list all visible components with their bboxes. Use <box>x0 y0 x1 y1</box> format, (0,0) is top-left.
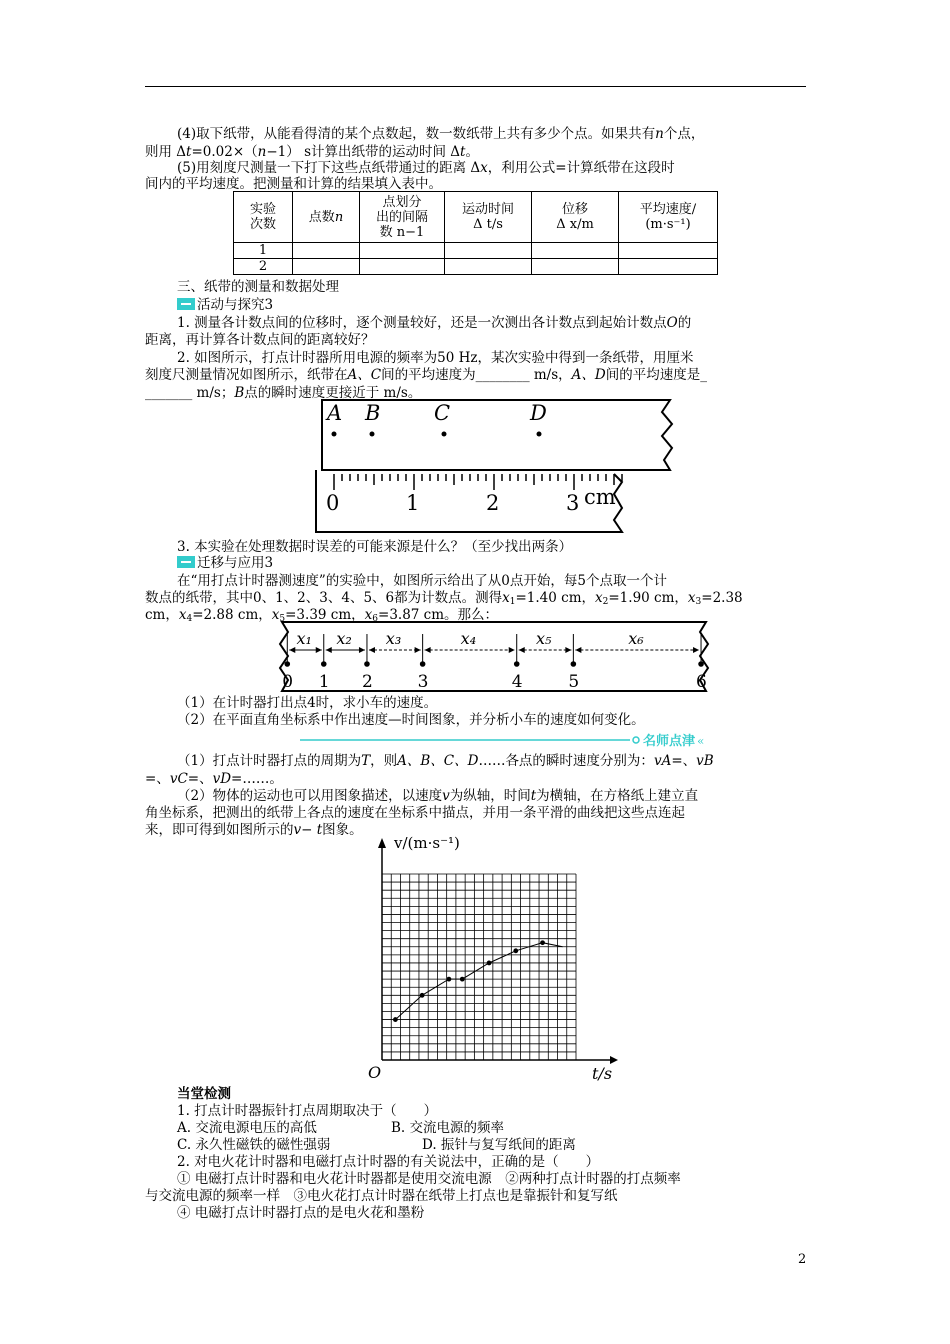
x-axis-label: t/s <box>592 1064 613 1082</box>
data-point <box>487 961 492 966</box>
arrow-left-icon <box>425 647 431 653</box>
row-index: 1 <box>234 243 293 259</box>
check-q2-option-line2: 与交流电源的频率一样 ③电火花打点计时器在纸带上打点也是靠振针和复写纸 <box>145 1188 618 1204</box>
segment-label: x₂ <box>336 629 352 648</box>
table-row <box>234 259 718 275</box>
arrow-left-icon <box>575 647 581 653</box>
cell <box>445 259 532 275</box>
tape-dot <box>514 661 520 667</box>
point-B-label: B <box>365 401 381 425</box>
check-title: 当堂检测 <box>177 1086 231 1102</box>
arrow-left-icon <box>326 647 332 653</box>
point-label: 2 <box>361 672 373 692</box>
check-q1-option-d: D. 振针与复写纸间的距离 <box>422 1137 576 1153</box>
step4-line2: 则用 Δt=0.02×（n−1） s计算出纸带的运动时间 Δt。 <box>145 144 479 160</box>
segment-label: x₅ <box>536 629 552 648</box>
cell <box>532 259 619 275</box>
cell <box>619 259 718 275</box>
origin-label: O <box>368 1063 382 1082</box>
segment-label: x₆ <box>628 629 644 648</box>
cell <box>619 243 718 259</box>
tape-dot <box>284 661 290 667</box>
page-number: 2 <box>798 1252 807 1267</box>
y-axis-label: v/(m·s⁻¹) <box>394 834 460 852</box>
data-point <box>513 948 518 953</box>
act-q2-line2: 刻度尺测量情况如图所示，纸带在A、C间的平均速度为________ m/s，A、D间的平均速度是_ <box>145 367 707 383</box>
arrow-right-icon <box>693 647 699 653</box>
check-q2: 2. 对电火花计时器和电磁打点计时器的有关说法中，正确的是（ ） <box>177 1154 600 1170</box>
x-axis-arrow-icon <box>610 1056 618 1064</box>
cell <box>360 243 445 259</box>
step4-line1: (4)取下纸带，从能看得清的某个点数起，数一数纸带上共有多少个点。如果共有n个点， <box>177 126 705 142</box>
th-intervals: 点划分 出的间隔 数 n−1 <box>360 192 445 243</box>
ruler-ticks <box>334 474 622 490</box>
arrow-icon <box>177 556 195 568</box>
point-C-dot <box>442 432 447 437</box>
tape-dot <box>364 661 370 667</box>
transfer-q1: （1）在计时器打出点4时，求小车的速度。 <box>177 695 438 711</box>
tape-dot <box>420 661 426 667</box>
tips-label: 名师点津 <box>643 734 696 749</box>
check-q1-option-b: B. 交流电源的频率 <box>391 1120 505 1136</box>
section-3-heading: 三、纸带的测量和数据处理 <box>177 279 339 295</box>
point-D-label: D <box>530 401 547 425</box>
tape-figure <box>270 620 718 694</box>
th-points: 点数n <box>293 192 360 243</box>
data-point <box>446 977 451 982</box>
arrow-right-icon <box>415 647 421 653</box>
arrow-left-icon <box>519 647 525 653</box>
tips-line4: 角坐标系，把测出的纸带上各点的速度在坐标系中描点，并用一条平滑的曲线把这些点连起 <box>145 805 685 821</box>
cell <box>360 259 445 275</box>
tape-dot <box>321 661 327 667</box>
cell <box>293 259 360 275</box>
y-axis-arrow-icon <box>378 838 386 848</box>
point-A-label: A <box>327 401 343 425</box>
tape-dot <box>698 661 704 667</box>
th-trial: 实验 次数 <box>234 192 293 243</box>
point-label: 4 <box>511 672 523 692</box>
vt-points <box>393 940 545 1022</box>
tips-line3: （2）物体的运动也可以用图象描述，以速度v为纵轴，时间t为横轴，在方格纸上建立直 <box>177 788 699 804</box>
point-label: 5 <box>568 672 580 692</box>
transfer-q2: （2）在平面直角坐标系中作出速度—时间图象，并分析小车的速度如何变化。 <box>177 712 645 728</box>
transfer-line3: cm，$x_4=2.88$ cm，$x_5=3.39$ cm，$x_6=3.87$ cm。那么： <box>145 607 499 624</box>
act-q1-line1: 1. 测量各计数点间的位移时，逐个测量较好，还是一次测出各计数点到起始计数点O的 <box>177 315 692 331</box>
point-C-label: C <box>434 401 451 425</box>
ruler-figure <box>310 398 680 536</box>
arrow-left-icon <box>289 647 295 653</box>
point-B-dot <box>370 432 375 437</box>
act-q3: 3. 本实验在处理数据时误差的可能来源是什么？（至少找出两条） <box>177 539 573 555</box>
point-A-dot <box>332 432 337 437</box>
check-q1-option-c: C. 永久性磁铁的磁性强弱 <box>177 1137 331 1153</box>
vt-graph <box>360 832 620 1082</box>
data-point <box>460 977 465 982</box>
tick-label-3: 3 <box>566 491 580 515</box>
tape-point-labels <box>282 672 707 692</box>
arrow-icon <box>177 298 195 310</box>
cell <box>532 243 619 259</box>
results-table <box>233 191 718 275</box>
arrow-right-icon <box>359 647 365 653</box>
tick-label-0: 0 <box>326 491 340 515</box>
arrow-right-icon <box>509 647 515 653</box>
arrow-right-icon <box>565 647 571 653</box>
tape-segment-labels <box>297 629 645 648</box>
point-label: 6 <box>696 672 707 692</box>
step5-line1: (5)用刻度尺测量一下打下这些点纸带通过的距离 Δx，利用公式=计算纸带在这段时 <box>177 160 675 176</box>
act-q1-line2: 距离，再计算各计数点间的距离较好？ <box>145 332 375 348</box>
tips-line2: =、vC=、vD=……。 <box>145 771 283 787</box>
th-avg-speed: 平均速度/ (m·s⁻¹) <box>619 192 718 243</box>
step5-line2: 间内的平均速度。把测量和计算的结果填入表中。 <box>145 176 442 192</box>
row-index: 2 <box>234 259 293 275</box>
cell <box>293 243 360 259</box>
tick-label-1: 1 <box>406 491 420 515</box>
segment-label: x₃ <box>385 629 402 648</box>
transfer-line2: 数点的纸带，其中0、1、2、3、4、5、6都为计数点。测得$x_1=1.40$ cm，$x_2=1.90$ cm，$x_3=2.38$ <box>145 590 743 607</box>
arrow-right-icon <box>316 647 322 653</box>
header-rule <box>145 86 806 87</box>
vt-curve <box>395 943 562 1020</box>
graph-grid <box>382 874 576 1060</box>
tick-label-2: 2 <box>486 491 500 515</box>
th-time: 运动时间 Δ t/s <box>445 192 532 243</box>
segment-label: x₄ <box>460 629 477 648</box>
check-q2-option-line3: ④ 电磁打点计时器打点的是电火花和墨粉 <box>177 1205 425 1221</box>
cell <box>445 243 532 259</box>
divider-dot-icon <box>633 737 639 743</box>
arrow-left-icon <box>369 647 375 653</box>
tips-line5: 来，即可得到如图所示的v− t图象。 <box>145 822 363 838</box>
double-chevron-icon: « <box>697 734 705 748</box>
point-D-dot <box>537 432 542 437</box>
point-label: 3 <box>417 672 429 692</box>
point-label: 1 <box>318 672 330 692</box>
point-label: 0 <box>282 672 294 692</box>
check-q1-option-a: A. 交流电源电压的高低 <box>177 1120 317 1136</box>
check-q2-option-line1: ① 电磁打点计时器和电火花计时器都是使用交流电源 ②两种打点计时器的打点频率 <box>177 1171 681 1187</box>
data-point <box>540 940 545 945</box>
tips-line1: （1）打点计时器打点的周期为T，则A、B、C、D……各点的瞬时速度分别为：vA=、vB <box>177 753 714 769</box>
tape-dot <box>571 661 577 667</box>
table-row <box>234 243 718 259</box>
transfer-line1: 在“用打点计时器测速度”的实验中，如图所示给出了从0点开始，每5个点取一个计 <box>177 573 667 589</box>
segment-label: x₁ <box>296 629 312 648</box>
unit-label: cm <box>584 485 616 509</box>
activity-title: 活动与探究3 <box>177 296 273 314</box>
data-point <box>393 1017 398 1022</box>
check-q1: 1. 打点计时器振针打点周期取决于（ ） <box>177 1103 438 1119</box>
act-q2-line1: 2. 如图所示，打点计时器所用电源的频率为50 Hz，某次实验中得到一条纸带，用厘米 <box>177 350 694 366</box>
tips-divider <box>300 729 720 751</box>
transfer-title: 迁移与应用3 <box>177 554 273 572</box>
th-displacement: 位移 Δ x/m <box>532 192 619 243</box>
act-q2-line3: _______ m/s；B点的瞬时速度更接近于 m/s。 <box>145 385 422 401</box>
data-point <box>420 993 425 998</box>
